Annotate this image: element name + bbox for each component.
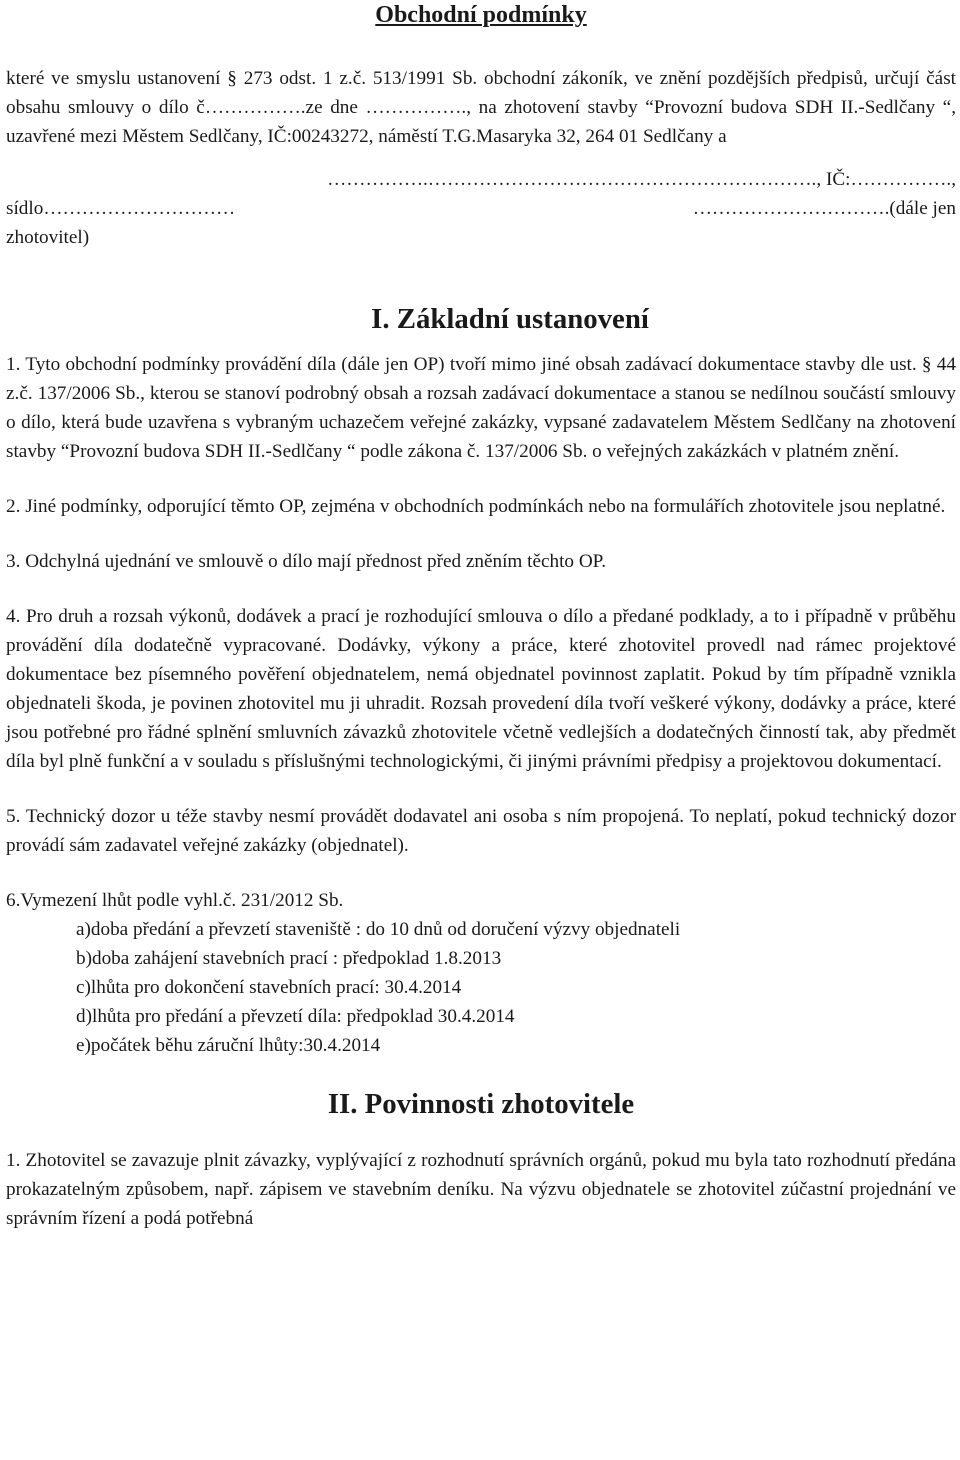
section-2-heading: II. Povinnosti zhotovitele <box>327 1088 635 1120</box>
section-1-clause-1: 1. Tyto obchodní podmínky provádění díla (dále jen OP) tvoří mimo jiné obsah zadávací dokumentace stavby dle ust. § 44 z.č. 137/2006 Sb., kterou se stanoví podrobný obsah a rozsah zadávací dokumentace a stanou se nedílnou součástí smlouvy o dílo, která bude uzavřena s vybraným uchazečem veřejné zakázky, vypsané zadavatelem Městem Sedlčany na zhotovení stavby “Provozní budova SDH II.-Sedlčany “ podle zákona č. 137/2006 Sb. o veřejných zakázkách v platném znění. <box>6 354 956 462</box>
contractor-seat-continuation: ………………………….(dále jen <box>692 198 956 219</box>
deadline-item-b: b)doba zahájení stavebních prací : předpoklad 1.8.2013 <box>76 948 502 969</box>
deadline-list <box>6 915 956 1060</box>
section-1-clause-3: 3. Odchylná ujednání ve smlouvě o dílo mají přednost před zněním těchto OP. <box>6 551 607 572</box>
intro-paragraph: které ve smyslu ustanovení § 273 odst. 1 z.č. 513/1991 Sb. obchodní zákoník, ve znění pozdějších předpisů, určují část obsahu smlouvy o dílo č…………….ze dne ……………., na zhotovení stavby “Provozní budova SDH II.-Sedlčany “, uzavřené mezi Městem Sedlčany, IČ:00243272, náměstí T.G.Masaryka 32, 264 01 Sedlčany a <box>6 68 956 147</box>
deadline-item-e: e)počátek běhu záruční lhůty:30.4.2014 <box>76 1035 381 1056</box>
section-1-clause-2: 2. Jiné podmínky, odporující těmto OP, zejména v obchodních podmínkách nebo na formulářích zhotovitele jsou neplatné. <box>6 496 946 517</box>
contractor-seat-line <box>6 194 956 223</box>
deadline-item-c: c)lhůta pro dokončení stavebních prací: 30.4.2014 <box>76 977 462 998</box>
contractor-name-blank: …………….……………………………………………………., IČ:……………., <box>327 169 956 190</box>
contractor-seat-blank: sídlo………………………… <box>6 198 236 219</box>
section-1-clause-5: 5. Technický dozor u téže stavby nesmí provádět dodavatel ani osoba s ním propojená. To neplatí, pokud technický dozor provádí sám zadavatel veřejné zakázky (objednatel). <box>6 806 956 856</box>
section-2-clause-1: 1. Zhotovitel se zavazuje plnit závazky, vyplývající z rozhodnutí správních orgánů, pokud mu byla tato rozhodnutí předána prokazatelným způsobem, např. zápisem ve stavebním deníku. Na výzvu objednatele se zhotovitel zúčastní projednání ve správním řízení a podá potřebná <box>6 1150 956 1229</box>
section-1-clause-4: 4. Pro druh a rozsah výkonů, dodávek a prací je rozhodující smlouva o dílo a předané podklady, a to i případně v průběhu provádění díla dodatečně vypracované. Dodávky, výkony a práce, které zhotovitel provedl nad rámec projektové dokumentace bez písemného pověření objednatelem, nemá objednatel povinnost zaplatit. Pokud by tím případně vznikla objednateli škoda, je povinen zhotovitel mu ji uhradit. Rozsah provedení díla tvoří veškeré výkony, dodávky a práce, které jsou potřebné pro řádné splnění smluvních závazků zhotovitele včetně vedlejších a dodatečných činností tak, aby předmět díla byl plně funkční a v souladu s příslušnými technologickými, či jinými právními předpisy a projektovou dokumentací. <box>6 606 956 772</box>
document-title: Obchodní podmínky <box>375 2 587 28</box>
contractor-block <box>6 165 956 252</box>
section-1-clause-6-title: 6.Vymezení lhůt podle vyhl.č. 231/2012 Sb. <box>6 890 344 911</box>
document-page <box>6 0 956 1233</box>
contractor-name-line <box>6 165 956 194</box>
deadline-item-d: d)lhůta pro předání a převzetí díla: předpoklad 30.4.2014 <box>76 1006 515 1027</box>
deadline-item-a: a)doba předání a převzetí staveniště : do 10 dnů od doručení výzvy objednateli <box>76 919 681 940</box>
contractor-role-line: zhotovitel) <box>6 227 90 248</box>
section-1-heading: I. Základní ustanovení <box>371 303 649 335</box>
